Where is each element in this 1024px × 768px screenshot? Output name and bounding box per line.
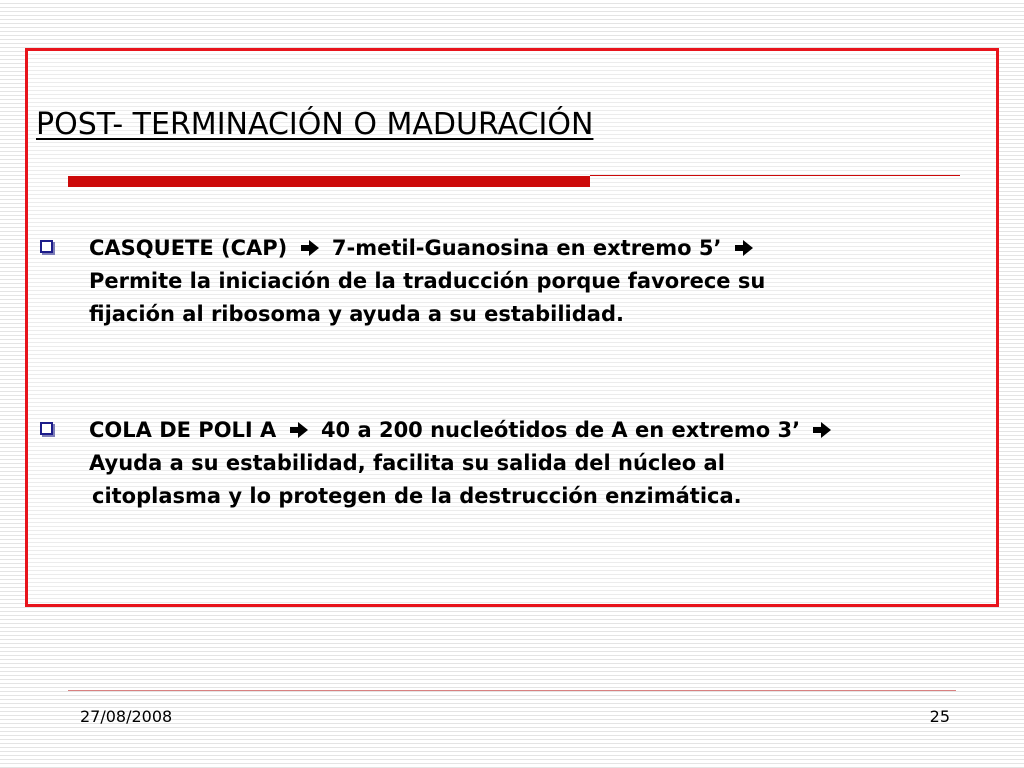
bullet-line: fijación al ribosoma y ayuda a su estabilidad. [89, 302, 624, 326]
bullet-detail: 40 a 200 nucleótidos de A en extremo 3’ [320, 418, 801, 442]
bullet-line: citoplasma y lo protegen de la destrucción enzimática. [92, 484, 742, 508]
bullet-poly-a [36, 414, 966, 513]
right-arrow-icon [811, 421, 833, 439]
bullet-line: Ayuda a su estabilidad, facilita su salida del núcleo al [89, 451, 725, 475]
footer-rule [68, 690, 956, 691]
right-arrow-icon [288, 421, 310, 439]
bullet-line [89, 414, 966, 447]
bullet-cap [36, 232, 966, 331]
footer-page-number: 25 [929, 707, 950, 726]
right-arrow-icon [299, 239, 321, 257]
bullet-cap-text [89, 232, 966, 331]
checkbox-bullet-icon [40, 240, 53, 253]
title-rule-thin [590, 175, 960, 176]
slide-title: POST- TERMINACIÓN O MADURACIÓN [36, 107, 594, 142]
bullet-poly-a-text [89, 414, 966, 513]
right-arrow-icon [733, 239, 755, 257]
checkbox-bullet-icon [40, 422, 53, 435]
footer-date: 27/08/2008 [80, 707, 173, 726]
bullet-detail: 7-metil-Guanosina en extremo 5’ [331, 236, 722, 260]
bullet-line: Permite la iniciación de la traducción porque favorece su [89, 269, 766, 293]
bullet-heading: COLA DE POLI A [89, 418, 277, 442]
title-rule-thick [68, 176, 590, 187]
bullet-line [89, 232, 966, 265]
bullet-heading: CASQUETE (CAP) [89, 236, 288, 260]
